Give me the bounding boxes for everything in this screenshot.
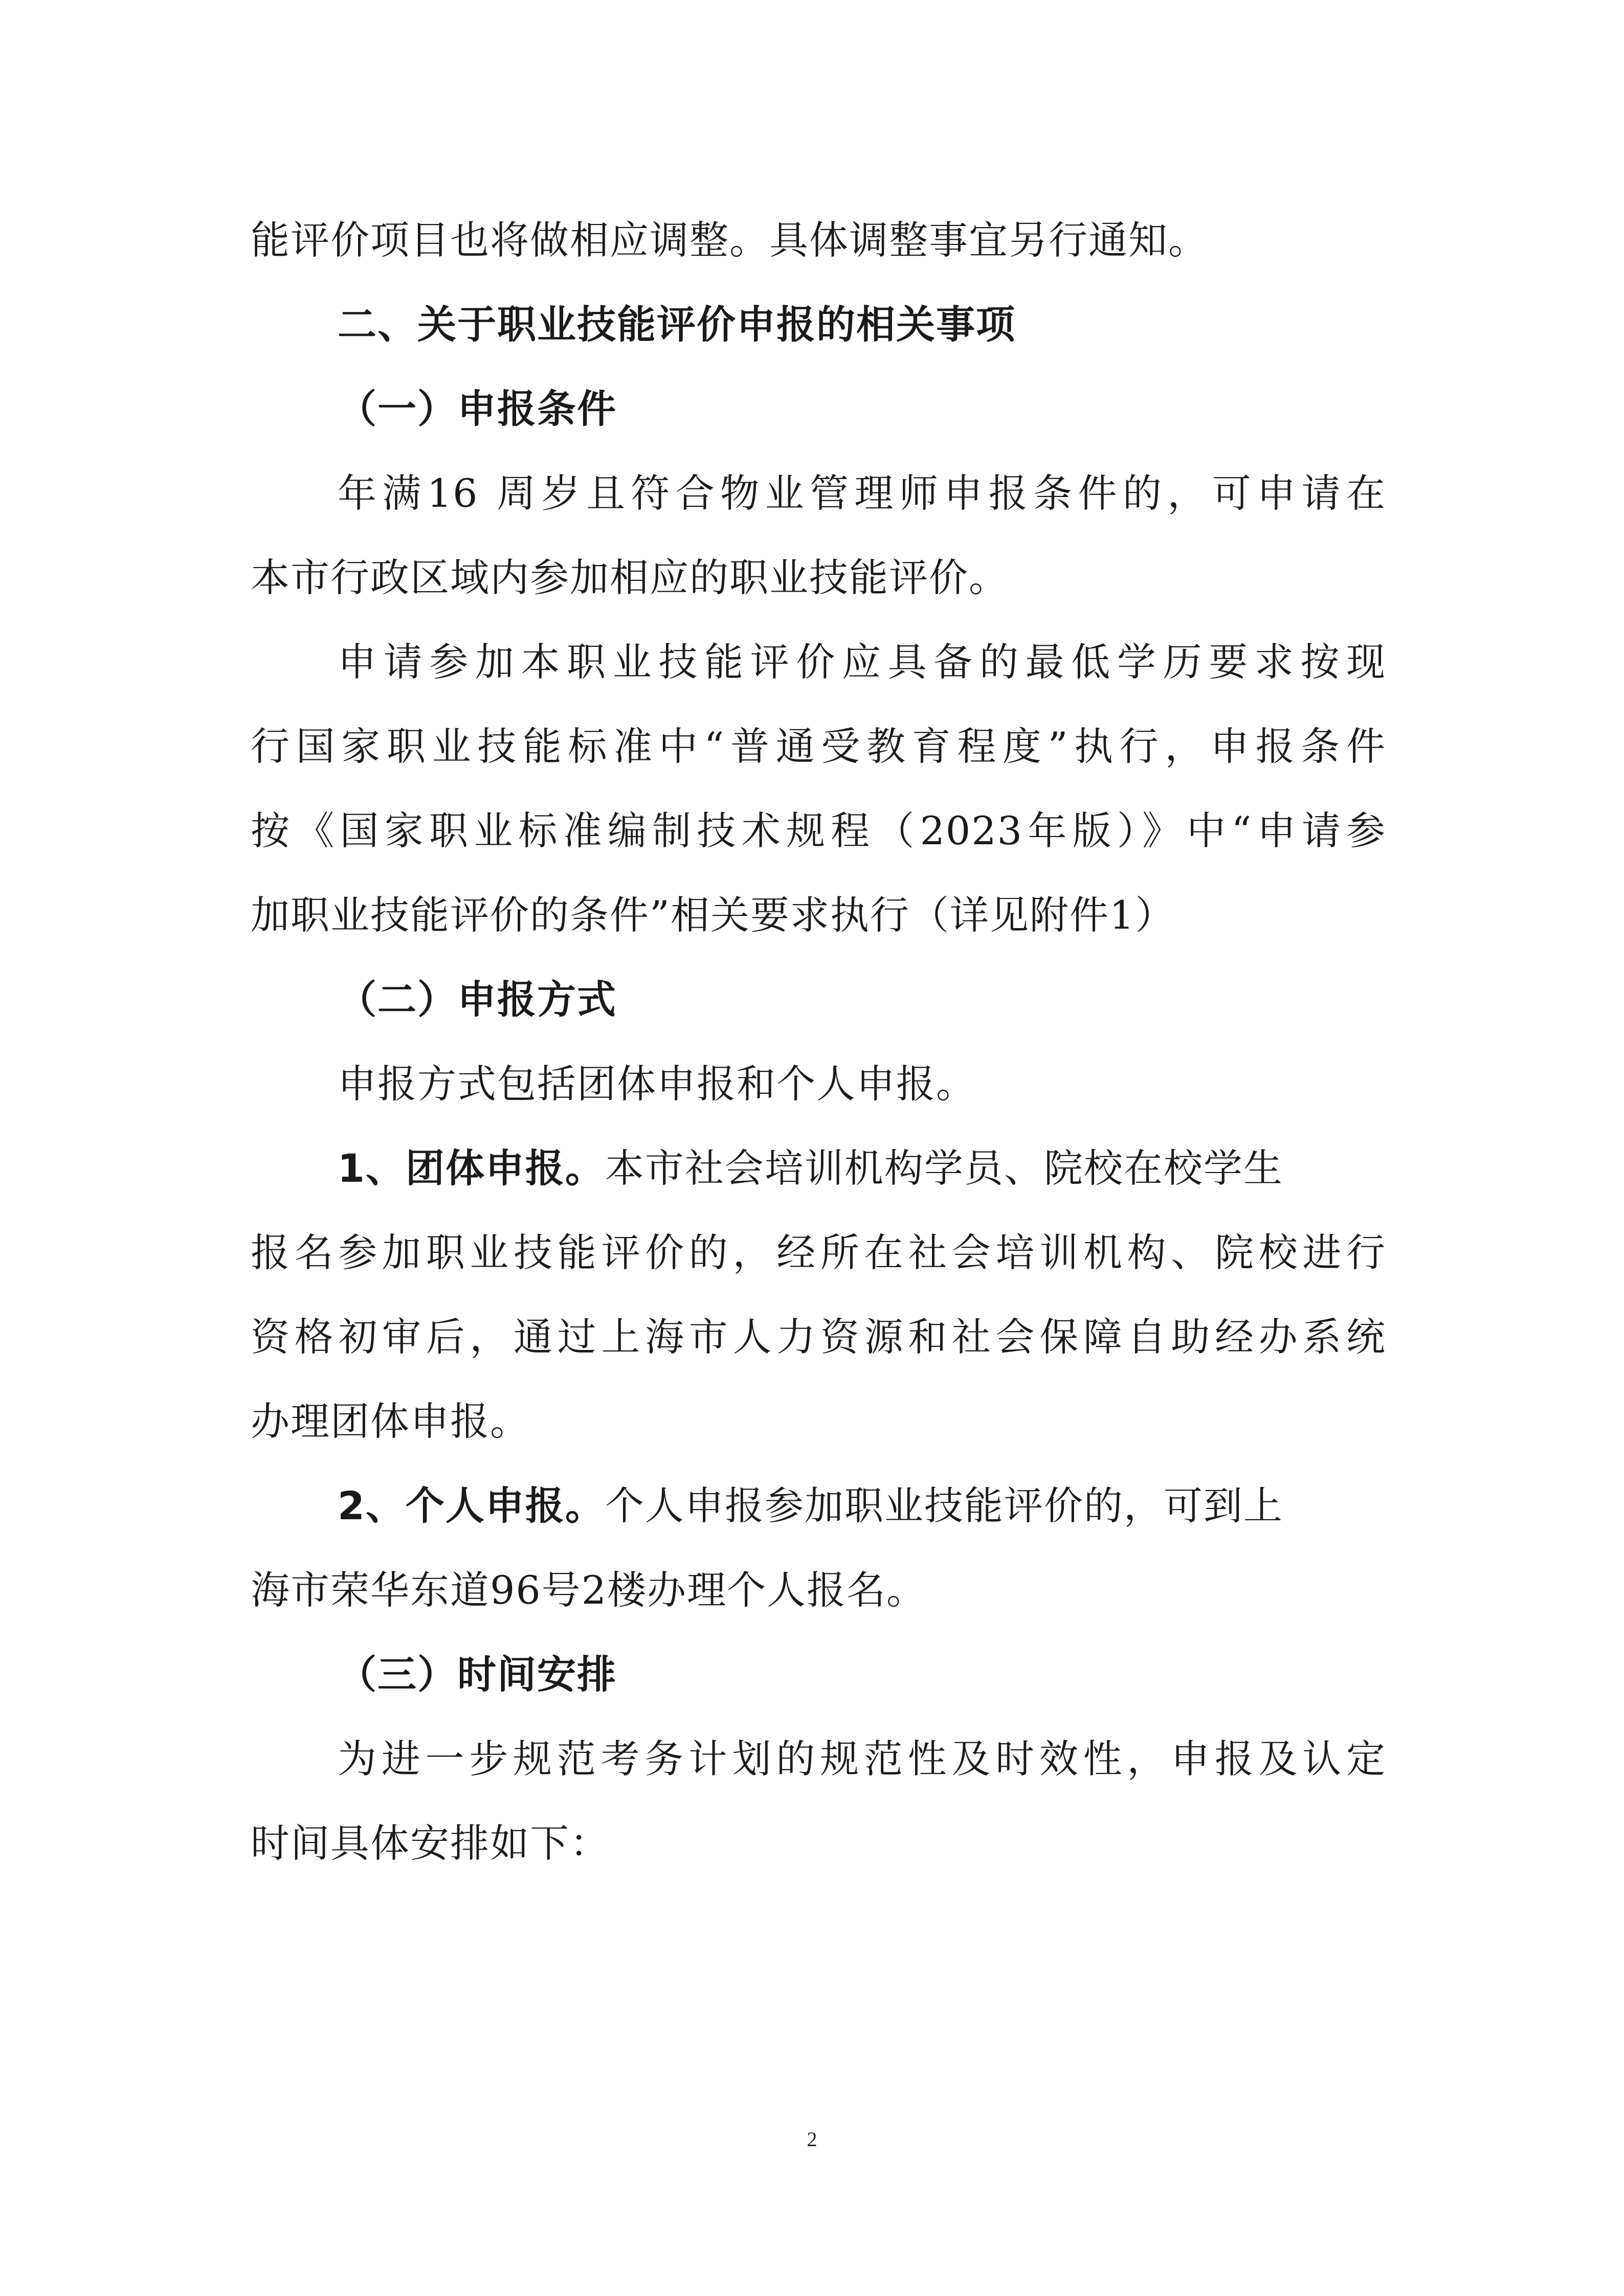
page-number: 2 xyxy=(807,2128,817,2151)
body-line-continuation: 能评价项目也将做相应调整。具体调整事宜另行通知。 xyxy=(251,217,1208,263)
body-line: 行国家职业技能标准中“普通受教育程度”执行，申报条件 xyxy=(251,724,1386,769)
list-item-group-application xyxy=(338,1133,1386,1204)
section-heading-2: 二、关于职业技能评价申报的相关事项 xyxy=(338,302,1016,347)
list-item-label: 2、个人申报。 xyxy=(338,1483,605,1528)
subheading-application-method: （二）申报方式 xyxy=(338,977,617,1022)
subheading-application-conditions: （一）申报条件 xyxy=(338,386,617,432)
list-item-text: 个人申报参加职业技能评价的，可到上 xyxy=(605,1483,1283,1528)
body-line: 时间具体安排如下： xyxy=(251,1820,610,1866)
body-line: 报名参加职业技能评价的，经所在社会培训机构、院校进行 xyxy=(251,1230,1386,1275)
list-item-individual-application xyxy=(338,1470,1386,1542)
body-line: 为进一步规范考务计划的规范性及时效性，申报及认定 xyxy=(338,1736,1386,1782)
subheading-schedule: （三）时间安排 xyxy=(338,1652,617,1697)
body-line: 办理团体申报。 xyxy=(251,1399,530,1444)
body-line: 加职业技能评价的条件”相关要求执行（详见附件1） xyxy=(251,892,1175,938)
body-line: 年满16 周岁且符合物业管理师申报条件的，可申请在 xyxy=(338,470,1386,516)
body-line: 申报方式包括团体申报和个人申报。 xyxy=(338,1061,976,1107)
body-line: 本市行政区域内参加相应的职业技能评价。 xyxy=(251,555,1009,600)
list-item-label: 1、团体申报。 xyxy=(338,1145,605,1191)
body-line: 海市荣华东道96号2楼办理个人报名。 xyxy=(251,1567,927,1613)
body-line: 资格初审后，通过上海市人力资源和社会保障自助经办系统 xyxy=(251,1314,1386,1360)
body-line: 按《国家职业标准编制技术规程（2023年版）》中“申请参 xyxy=(251,808,1386,853)
body-line: 申请参加本职业技能评价应具备的最低学历要求按现 xyxy=(338,639,1386,685)
list-item-text: 本市社会培训机构学员、院校在校学生 xyxy=(605,1145,1283,1191)
